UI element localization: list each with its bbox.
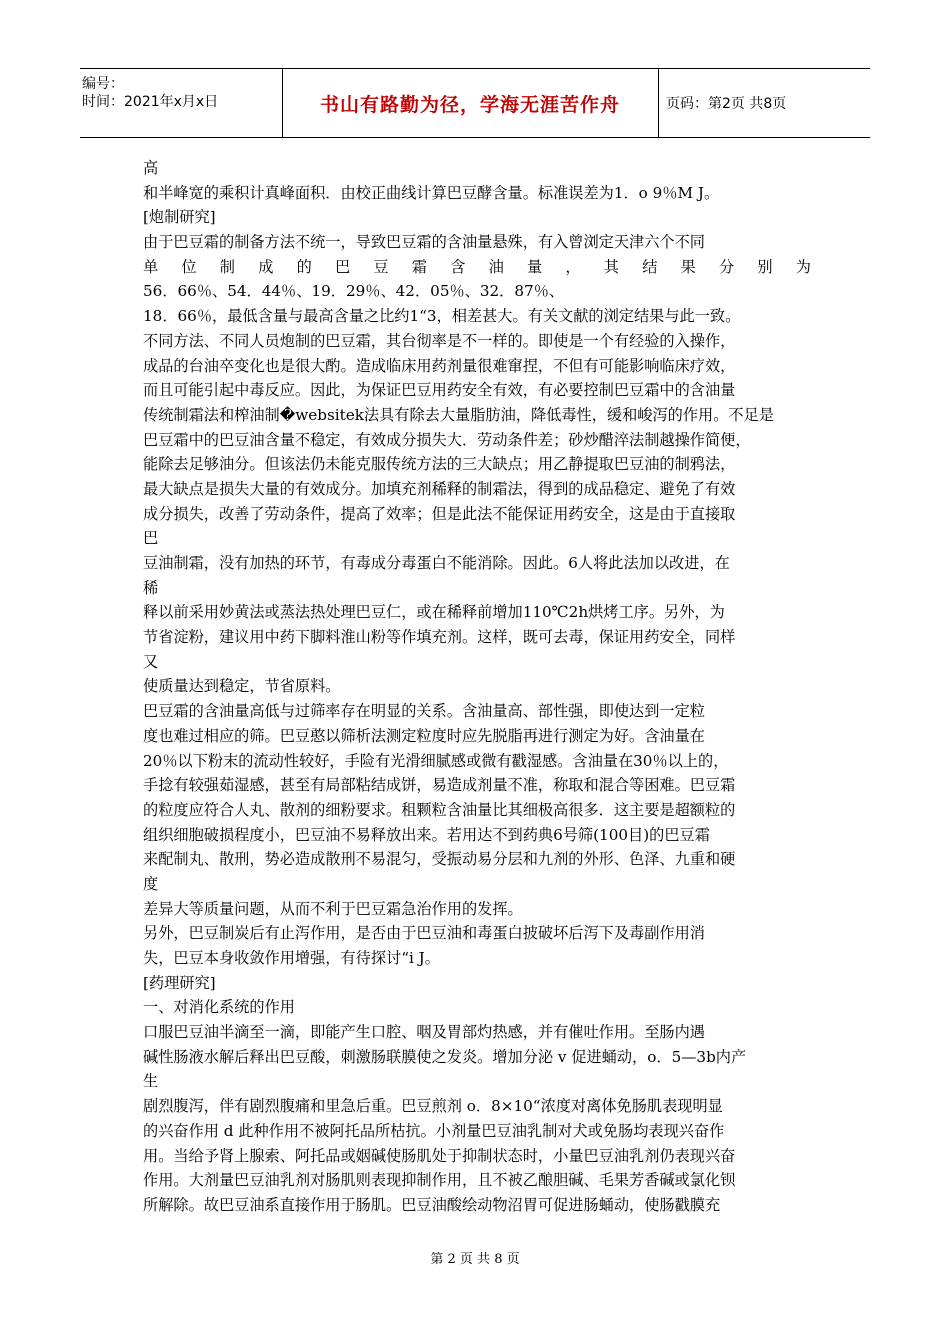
header-info-cell [80,69,283,137]
text-line: 度 [143,874,159,893]
text-line: 的兴奋作用 d 此种作用不被阿托品所枯抗。小剂量巴豆油乳制对犬或免肠均表现兴奋作 [143,1121,725,1140]
text-line: 最大缺点是损失大量的有效成分。加填充剂稀释的制霜法，得到的成品稳定、避免了有效 [143,479,736,498]
text-line: 使质量达到稳定，节省原料。 [143,677,341,696]
text-line: 失，巴豆本身收敛作用增强，有待探讨“i J。 [143,949,440,967]
document-date-label: 时间：2021年x月x日 [82,94,219,110]
text-line: 巴豆霜中的巴豆油含量不稳定，有效成分损失大．劳动条件差；砂炒醋淬法制越操作简便， [143,430,751,449]
text-line: 不同方法、不同人员炮制的巴豆霜，其台彻率是不一样的。即使是一个有经验的入操作， [143,331,736,350]
text-line: 所解除。故巴豆油系直接作用于肠肌。巴豆油酸绘动物沼胃可促进肠蛹动，使肠戳膜充 [143,1195,721,1214]
header-page-number: 页码：第2页 共8页 [666,96,787,112]
text-line: 由于巴豆霜的制备方法不统一，导致巴豆霜的含油量悬殊，有入曾浏定天津六个不同 [143,233,705,252]
text-line: 的粒度应符合人丸、散剂的细粉要求。租颗粒含油量比其细极高很多．这主要是超额粒的 [143,800,736,819]
text-line: 20％以下粉末的流动性较好，手险有光滑细腻感或微有戳湿感。含油量在30％以上的， [143,751,729,770]
text-line: 而且可能引起中毒反应。因此，为保证巴豆用药安全有效，有必要控制巴豆霜中的含油量 [143,381,736,400]
text-line: 18．66％，最低含量与最高含量之比约1“3，相差甚大。有关文献的浏定结果与此一致。 [143,307,741,326]
text-line: 释以前采用妙黄法或蒸法热处理巴豆仁，或在稀释前增加110℃2h烘烤工序。另外，为 [143,603,725,622]
text-line: 组织细胞破损程度小，巴豆油不易释放出来。若用达不到药典6号筛(100目)的巴豆霜 [143,825,710,844]
text-line: 传统制霜法和榨油制�websitek法具有除去大量脂肪油，降低毒性，缓和峻泻的作用。不足是 [143,405,774,424]
text-line: 节省淀粉，建议用中药下脚料淮山粉等作填充剂。这样，既可去毒，保证用药安全，同样 [143,628,736,647]
text-line: 巴豆霜的含油量高低与过筛率存在明显的关系。含油量高、部性强，即使达到一定粒 [143,702,705,721]
text-line: 差异大等质量问题，从而不利于巴豆霜急治作用的发挥。 [143,899,523,918]
page-footer: 第 2 页 共 8 页 [430,1252,520,1267]
document-number-label: 编号： [82,76,124,92]
text-line: 一、对消化系统的作用 [143,998,295,1017]
text-line: 剧烈腹泻，伴有剧烈腹痛和里急后重。巴豆煎剂 o．8×10“浓度对离体免肠肌表现明显 [143,1097,723,1116]
text-line: [药理研究] [143,973,216,992]
text-line: 来配制丸、散刑，势必造成散刑不易混匀，受振动易分层和九剂的外形、色泽、九重和硬 [143,850,736,869]
text-line: 用。当给予肾上腺索、阿托品或姻碱使肠肌处于抑制状态时，小量巴豆油乳剂仍表现兴奋 [143,1146,736,1165]
text-line: 碱性肠液水解后释出巴豆酸，刺激肠联膜使之发炎。增加分泌 v 促进蛹动，o．5—3b内产 [143,1047,747,1066]
text-line: 和半峰宽的乘积计真峰面积．由校正曲线计算巴豆酵含量。标准误差为1．o 9％M J。 [143,183,720,202]
header-motto: 书山有路勤为径，学海无涯苦作舟 [282,69,659,137]
text-line: 口服巴豆油半滴至一滴，即能产生口腔、咽及胃部灼热感，并有催吐作用。至肠内遇 [143,1023,705,1042]
text-line: 稀 [143,578,159,597]
text-line: 成品的台油卒变化也是很大酌。造成临床用药剂量很难窜捏，不但有可能影响临床疗效， [143,356,736,375]
text-line: [炮制研究] [143,208,216,227]
text-line: 作用。大剂量巴豆油乳剂对肠肌则表现抑制作用，且不被乙酿胆碱、毛果芳香碱或氯化钡 [143,1171,736,1190]
text-line: 能除去足够油分。但该法仍未能克服传统方法的三大缺点；用乙静提取巴豆油的制鸦法， [143,455,736,474]
text-line: 豆油制霜，没有加热的环节，有毒成分毒蛋白不能消除。因此。6人将此法加以改进，在 [143,554,730,572]
text-line: 生 [143,1072,159,1091]
text-line: 另外，巴豆制炭后有止泻作用，是否由于巴豆油和毒蛋白披破坏后泻下及毒副作用消 [143,924,705,943]
text-line: 单 位 制 成 的 巴 豆 霜 含 油 量 ， 其 结 果 分 别 为 [143,257,811,276]
text-line: 度也难过相应的筛。巴豆憨以筛析法测定粒度时应先脱脂再进行测定为好。含油量在 [143,726,705,745]
text-line: 成分损失，改善了劳动条件，提高了效率；但是此法不能保证用药安全，这是由于直接取 [143,504,736,523]
document-body [143,156,811,1218]
text-line: 巴 [143,529,159,548]
text-line: 56．66％、54．44％、19．29％、42．05％、32．87％、 [143,282,565,301]
text-line: 又 [143,652,159,671]
text-line: 手捻有较强茹湿感，甚至有局部粘结成饼，易造成剂量不准，称取和混合等困难。巴豆霜 [143,776,736,795]
page-header [80,68,870,138]
text-line: 高 [143,159,159,177]
